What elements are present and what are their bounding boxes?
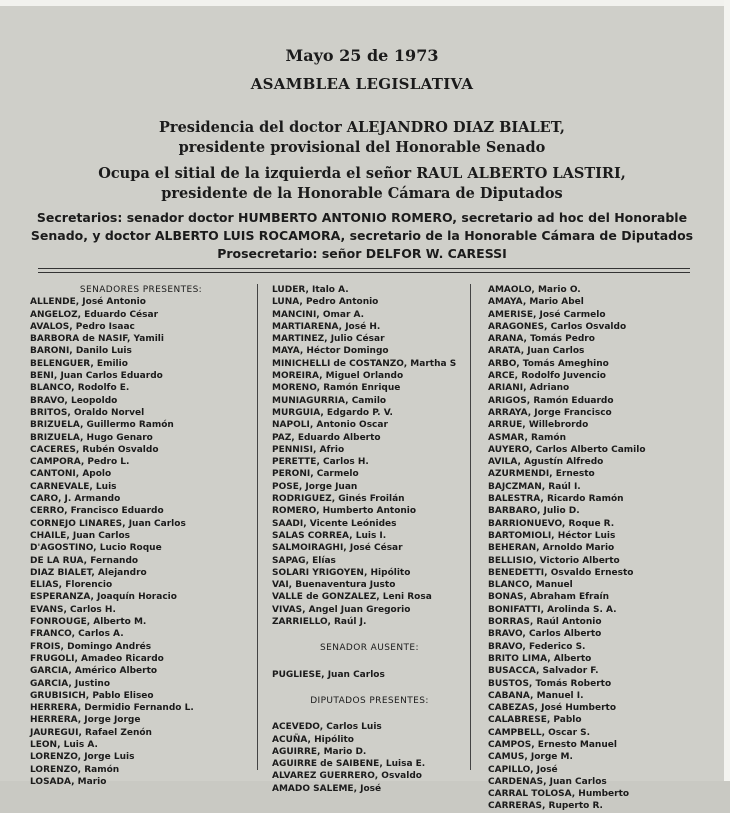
name-entry: BARBARO, Julio D.: [488, 506, 580, 517]
deputies-present-list-2: [272, 721, 467, 795]
name-entry: PERONI, Carmelo: [272, 469, 359, 480]
column-separator-2: [470, 284, 471, 770]
name-entry: CABEZAS, José Humberto: [488, 703, 617, 714]
name-entry: MUNIAGURRIA, Camilo: [272, 395, 387, 406]
name-entry: ARIANI, Adriano: [488, 383, 570, 394]
name-entry: NAPOLI, Antonio Oscar: [272, 420, 388, 431]
spacer: [272, 628, 467, 642]
name-entry: PUGLIESE, Juan Carlos: [272, 669, 385, 680]
name-entry: BAJCZMAN, Raúl I.: [488, 481, 581, 492]
name-entry: BRAVO, Leopoldo: [30, 395, 118, 406]
name-entry: CARO, J. Armando: [30, 494, 121, 505]
header-divider-bottom: [38, 272, 690, 273]
name-entry: AVALOS, Pedro Isaac: [30, 321, 135, 332]
name-entry: CHAILE, Juan Carlos: [30, 530, 130, 541]
column-2: [272, 284, 467, 795]
name-entry: BARRIONUEVO, Roque R.: [488, 518, 615, 529]
name-entry: BLANCO, Rodolfo E.: [30, 383, 130, 394]
name-entry: BLANCO, Manuel: [488, 580, 573, 591]
senators-present-list-1: [30, 296, 252, 788]
deputies-present-heading: DIPUTADOS PRESENTES:: [310, 695, 429, 706]
name-entry: BONIFATTI, Arolinda S. A.: [488, 604, 617, 615]
name-entry: BRAVO, Federico S.: [488, 641, 586, 652]
name-entry: FROIS, Domingo Andrés: [30, 641, 152, 652]
sitial-line-2: presidente de la Honorable Cámara de Diputados: [161, 185, 563, 202]
name-entry: SAPAG, Elías: [272, 555, 336, 566]
name-entry: PENNISI, Afrio: [272, 444, 345, 455]
header-divider-top: [38, 268, 690, 269]
top-edge: [0, 0, 724, 6]
name-entry: MOREIRA, Miguel Orlando: [272, 371, 404, 382]
name-entry: BONAS, Abraham Efraín: [488, 592, 610, 603]
name-entry: CANTONI, Apolo: [30, 469, 112, 480]
session-date: Mayo 25 de 1973: [285, 46, 439, 65]
name-entry: LORENZO, Ramón: [30, 764, 120, 775]
name-entry: SALMOIRAGHI, José César: [272, 543, 403, 554]
name-entry: JAUREGUI, Rafael Zenón: [30, 727, 152, 738]
name-entry: HERRERA, Dermidio Fernando L.: [30, 703, 194, 714]
presidency-line-2: presidente provisional del Honorable Senado: [178, 139, 546, 156]
name-entry: BRITO LIMA, Alberto: [488, 653, 592, 664]
name-entry: POSE, Jorge Juan: [272, 481, 358, 492]
name-entry: DE LA RUA, Fernando: [30, 555, 139, 566]
name-entry: CABANA, Manuel I.: [488, 690, 584, 701]
name-entry: GARCIA, Justino: [30, 678, 111, 689]
name-entry: CERRO, Francisco Eduardo: [30, 506, 164, 517]
name-entry: SOLARI YRIGOYEN, Hipólito: [272, 567, 411, 578]
name-entry: AVILA, Agustín Alfredo: [488, 457, 604, 468]
name-entry: ARAGONES, Carlos Osvaldo: [488, 321, 627, 332]
name-entry: ARATA, Juan Carlos: [488, 346, 585, 357]
name-entry: FONROUGE, Alberto M.: [30, 617, 147, 628]
name-entry: CARNEVALE, Luis: [30, 481, 117, 492]
senators-present-heading: SENADORES PRESENTES:: [79, 285, 203, 295]
name-entry: ACUÑA, Hipólito: [272, 734, 354, 745]
name-entry: AGUIRRE de SAIBENE, Luisa E.: [272, 759, 426, 770]
spacer: [272, 681, 467, 695]
name-entry: BENI, Juan Carlos Eduardo: [30, 371, 163, 382]
name-entry: MINICHELLI de COSTANZO, Martha S: [272, 358, 457, 369]
name-entry: ARRUE, Willebrordo: [488, 420, 589, 431]
name-entry: FRUGOLI, Amadeo Ricardo: [30, 653, 164, 664]
senators-present-list-2: [272, 284, 467, 628]
name-entry: VIVAS, Angel Juan Gregorio: [272, 604, 411, 615]
name-entry: GRUBISICH, Pablo Eliseo: [30, 690, 154, 701]
name-entry: CALABRESE, Pablo: [488, 715, 582, 726]
name-entry: BELLISIO, Victorio Alberto: [488, 555, 620, 566]
name-entry: AMAYA, Mario Abel: [488, 297, 584, 308]
name-entry: ALVAREZ GUERRERO, Osvaldo: [272, 771, 422, 782]
name-entry: ARCE, Rodolfo Juvencio: [488, 371, 606, 382]
name-entry: EVANS, Carlos H.: [30, 604, 116, 615]
name-entry: CAMUS, Jorge M.: [488, 752, 573, 763]
name-entry: LOSADA, Mario: [30, 776, 107, 787]
name-entry: ASMAR, Ramón: [488, 432, 566, 443]
name-entry: BARBORA de NASIF, Yamili: [30, 334, 164, 345]
column-separator-1: [257, 284, 258, 770]
name-entry: RODRIGUEZ, Ginés Froilán: [272, 494, 405, 505]
name-entry: ARBO, Tomás Ameghino: [488, 358, 609, 369]
name-entry: ESPERANZA, Joaquín Horacio: [30, 592, 177, 603]
name-entry: VALLE de GONZALEZ, Leni Rosa: [272, 592, 432, 603]
name-entry: PAZ, Eduardo Alberto: [272, 432, 381, 443]
spacer: [272, 707, 467, 721]
name-entry: BARONI, Danilo Luis: [30, 346, 132, 357]
prosecretary-line: Prosecretario: señor DELFOR W. CARESSI: [217, 246, 507, 261]
column-1: [30, 284, 252, 788]
sitial-line-1: Ocupa el sitial de la izquierda el señor RAUL ALBERTO LASTIRI,: [98, 165, 626, 182]
name-entry: ACEVEDO, Carlos Luis: [272, 722, 382, 733]
name-entry: D'AGOSTINO, Lucio Roque: [30, 543, 162, 554]
name-entry: MARTINEZ, Julio César: [272, 334, 385, 345]
name-entry: SALAS CORREA, Luis I.: [272, 530, 387, 541]
name-entry: BRIZUELA, Hugo Genaro: [30, 432, 153, 443]
presidency-line-1: Presidencia del doctor ALEJANDRO DIAZ BIALET,: [159, 119, 565, 136]
name-entry: CAMPBELL, Oscar S.: [488, 727, 591, 738]
column-3: [488, 284, 720, 813]
name-entry: CAMPOS, Ernesto Manuel: [488, 739, 617, 750]
name-entry: MORENO, Ramón Enrique: [272, 383, 401, 394]
name-entry: LUNA, Pedro Antonio: [272, 297, 379, 308]
name-entry: MARTIARENA, José H.: [272, 321, 381, 332]
name-entry: AZURMENDI, Ernesto: [488, 469, 595, 480]
name-entry: BRITOS, Oraldo Norvel: [30, 407, 145, 418]
deputies-present-list-3: [488, 284, 720, 813]
name-entry: BUSACCA, Salvador F.: [488, 666, 599, 677]
name-entry: ELIAS, Florencio: [30, 580, 113, 591]
name-entry: ALLENDE, José Antonio: [30, 297, 146, 308]
name-entry: BRIZUELA, Guillermo Ramón: [30, 420, 174, 431]
name-entry: AUYERO, Carlos Alberto Camilo: [488, 444, 646, 455]
spacer: [272, 655, 467, 669]
senator-absent-heading: SENADOR AUSENTE:: [320, 643, 419, 654]
name-entry: BARTOMIOLI, Héctor Luis: [488, 530, 616, 541]
name-entry: LUDER, Italo A.: [272, 285, 349, 295]
name-entry: CARRERAS, Ruperto R.: [488, 801, 603, 812]
name-entry: CAPILLO, José: [488, 764, 558, 775]
senator-absent-list: [272, 669, 467, 681]
name-entry: BORRAS, Raúl Antonio: [488, 617, 602, 628]
name-entry: BRAVO, Carlos Alberto: [488, 629, 602, 640]
name-entry: SAADI, Vicente Leónides: [272, 518, 397, 529]
name-entry: MAYA, Héctor Domingo: [272, 346, 389, 357]
name-entry: ANGELOZ, Eduardo César: [30, 309, 159, 320]
name-entry: ZARRIELLO, Raúl J.: [272, 617, 367, 628]
name-entry: BELENGUER, Emilio: [30, 358, 128, 369]
name-entry: BENEDETTI, Osvaldo Ernesto: [488, 567, 634, 578]
name-entry: LORENZO, Jorge Luis: [30, 752, 135, 763]
assembly-title: ASAMBLEA LEGISLATIVA: [250, 75, 474, 93]
name-entry: HERRERA, Jorge Jorge: [30, 715, 141, 726]
name-entry: MURGUIA, Edgardo P. V.: [272, 407, 393, 418]
secretaries-line-1: Secretarios: senador doctor HUMBERTO ANTONIO ROMERO, secretario ad hoc del Honorable: [36, 210, 688, 225]
name-entry: VAI, Buenaventura Justo: [272, 580, 396, 591]
name-entry: AMADO SALEME, José: [272, 783, 382, 794]
name-entry: FRANCO, Carlos A.: [30, 629, 124, 640]
name-entry: ARANA, Tomás Pedro: [488, 334, 595, 345]
name-entry: ROMERO, Humberto Antonio: [272, 506, 417, 517]
name-entry: CACERES, Rubén Osvaldo: [30, 444, 159, 455]
name-entry: CAMPORA, Pedro L.: [30, 457, 130, 468]
name-entry: LEON, Luis A.: [30, 739, 98, 750]
name-entry: AMAOLO, Mario O.: [488, 285, 581, 295]
name-entry: GARCIA, Américo Alberto: [30, 666, 158, 677]
name-entry: PERETTE, Carlos H.: [272, 457, 369, 468]
name-entry: AGUIRRE, Mario D.: [272, 746, 367, 757]
name-entry: BEHERAN, Arnoldo Mario: [488, 543, 615, 554]
name-entry: MANCINI, Omar A.: [272, 309, 365, 320]
name-entry: AMERISE, José Carmelo: [488, 309, 606, 320]
name-entry: CORNEJO LINARES, Juan Carlos: [30, 518, 186, 529]
name-entry: BUSTOS, Tomás Roberto: [488, 678, 612, 689]
name-entry: DIAZ BIALET, Alejandro: [30, 567, 147, 578]
name-entry: ARIGOS, Ramón Eduardo: [488, 395, 614, 406]
name-entry: CARDENAS, Juan Carlos: [488, 776, 607, 787]
secretaries-line-2: Senado, y doctor ALBERTO LUIS ROCAMORA, secretario de la Honorable Cámara de Diputados: [30, 228, 694, 243]
name-entry: CARRAL TOLOSA, Humberto: [488, 789, 630, 800]
name-entry: ARRAYA, Jorge Francisco: [488, 407, 612, 418]
name-entry: BALESTRA, Ricardo Ramón: [488, 494, 624, 505]
